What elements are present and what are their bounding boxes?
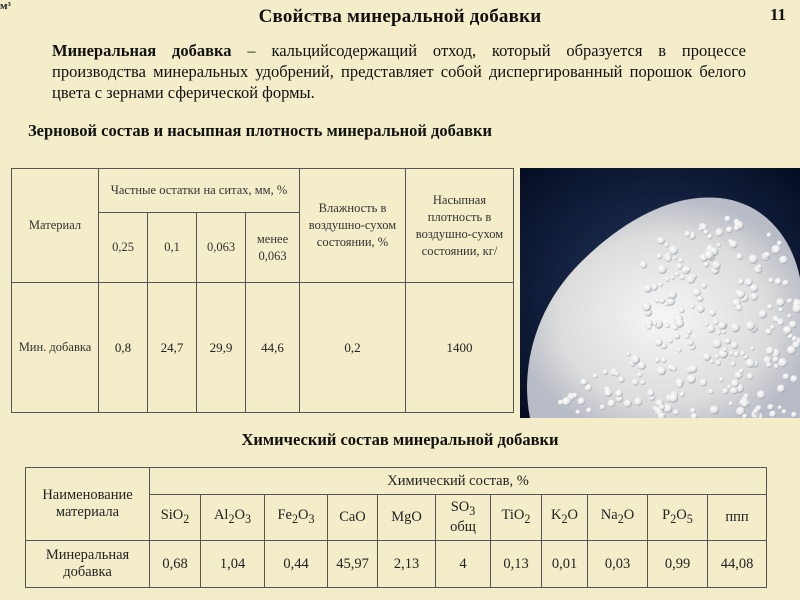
granule xyxy=(600,404,606,410)
corner-mark: м³ xyxy=(0,0,11,12)
granule xyxy=(687,374,696,383)
component-header xyxy=(542,495,588,541)
granule xyxy=(753,409,759,415)
granule xyxy=(653,321,657,325)
granule xyxy=(771,245,780,254)
granule xyxy=(713,319,719,325)
granules-image xyxy=(520,168,800,418)
component-header xyxy=(436,495,491,541)
granule xyxy=(716,243,721,248)
granule xyxy=(734,225,740,231)
component-header xyxy=(328,495,378,541)
granule xyxy=(670,275,675,280)
formula-part: 3 xyxy=(469,503,476,518)
component-header xyxy=(201,495,265,541)
granule xyxy=(776,298,785,307)
granule xyxy=(778,358,787,367)
chem-value: 4 xyxy=(436,541,491,588)
row-material: Мин. добавка xyxy=(12,283,99,413)
sieve-header: менее 0,063 xyxy=(246,213,300,283)
granule xyxy=(687,340,694,347)
granule xyxy=(704,250,714,260)
sieve-header: 0,1 xyxy=(148,213,197,283)
granule xyxy=(677,264,683,270)
formula-part: TiO xyxy=(501,507,525,524)
granule xyxy=(772,356,778,362)
granule xyxy=(745,278,753,286)
granule xyxy=(678,258,683,263)
chem-row-material: Минеральная добавка xyxy=(26,541,150,588)
formula-part: O xyxy=(623,507,635,524)
granule xyxy=(703,229,709,235)
granule xyxy=(638,361,646,369)
granule xyxy=(737,290,746,299)
chem-value: 0,44 xyxy=(265,541,328,588)
chem-value: 45,97 xyxy=(328,541,378,588)
formula-part: 5 xyxy=(686,511,693,526)
intro-paragraph xyxy=(52,40,746,103)
granule xyxy=(783,280,789,286)
granule xyxy=(735,304,742,311)
granule xyxy=(757,390,766,399)
granule xyxy=(750,293,758,301)
formula-part: 2 xyxy=(617,511,624,526)
granule xyxy=(642,302,651,311)
granule xyxy=(677,348,682,353)
granule xyxy=(750,346,754,350)
granule xyxy=(778,405,782,409)
granule xyxy=(690,408,696,414)
granule xyxy=(791,412,797,418)
chem-section-title: Химический состав минеральной добавки xyxy=(241,430,559,449)
granule xyxy=(647,389,655,397)
chem-composition-header: Химический состав, % xyxy=(150,468,767,495)
granule xyxy=(722,347,727,352)
formula-part: Fe xyxy=(277,507,292,524)
granule xyxy=(671,365,677,371)
granule xyxy=(730,361,736,367)
formula-part: 2 xyxy=(561,511,568,526)
chemical-composition-table xyxy=(25,467,767,588)
granule xyxy=(669,393,678,402)
density-value: 1400 xyxy=(406,283,514,413)
granule xyxy=(665,323,670,328)
granule xyxy=(779,256,787,264)
material-header: Материал xyxy=(12,169,99,283)
granule xyxy=(768,278,774,284)
page-number: 11 xyxy=(769,5,786,24)
granule xyxy=(703,353,711,361)
granule xyxy=(684,231,690,237)
chem-value: 0,13 xyxy=(491,541,542,588)
granule xyxy=(725,338,731,344)
granule xyxy=(715,228,723,236)
chem-value: 0,03 xyxy=(588,541,648,588)
residues-header: Частные остатки на ситах, мм, % xyxy=(99,169,300,213)
granule xyxy=(700,379,708,387)
granule xyxy=(787,314,792,319)
residue-value: 29,9 xyxy=(197,283,246,413)
granule xyxy=(792,341,800,349)
granule xyxy=(659,404,665,410)
granule xyxy=(726,226,733,233)
moisture-header: Влажность в воздушно-сухом состоянии, % xyxy=(300,169,406,283)
granule xyxy=(654,357,660,363)
granule xyxy=(750,284,758,292)
granule xyxy=(731,323,740,332)
formula-part: 2 xyxy=(670,511,677,526)
granule xyxy=(738,279,744,285)
granule xyxy=(731,379,739,387)
granule xyxy=(765,329,772,336)
granule xyxy=(733,351,739,357)
granule xyxy=(614,371,619,376)
formula-part: Al xyxy=(213,507,229,524)
granule xyxy=(769,411,776,418)
granule xyxy=(741,400,749,408)
granule xyxy=(712,261,721,270)
granule xyxy=(766,347,774,355)
formula-part: SO xyxy=(450,498,470,515)
granule xyxy=(708,389,714,395)
granule xyxy=(673,256,677,260)
granule xyxy=(792,336,798,342)
formula-part: CaO xyxy=(339,509,366,525)
formula-part: 2 xyxy=(183,511,190,526)
granule xyxy=(770,325,775,330)
granule xyxy=(640,261,647,268)
chem-value: 1,04 xyxy=(201,541,265,588)
granule xyxy=(790,375,798,383)
granules-photo xyxy=(520,168,800,418)
granule xyxy=(572,393,578,399)
sieve-header: 0,063 xyxy=(197,213,246,283)
granule xyxy=(767,404,773,410)
granule xyxy=(624,399,632,407)
granule xyxy=(659,297,665,303)
granule xyxy=(593,374,598,379)
granule xyxy=(697,305,705,313)
granule xyxy=(774,364,779,369)
moisture-value: 0,2 xyxy=(300,283,406,413)
granule xyxy=(709,359,714,364)
residue-value: 0,8 xyxy=(99,283,148,413)
granule xyxy=(729,401,734,406)
granule xyxy=(585,384,592,391)
granule xyxy=(679,308,685,314)
chem-value: 0,01 xyxy=(542,541,588,588)
granule xyxy=(710,405,719,414)
sieve-header: 0,25 xyxy=(99,213,148,283)
granule xyxy=(764,252,770,258)
granule xyxy=(674,333,680,339)
granule xyxy=(576,410,581,415)
granule xyxy=(669,246,678,255)
formula-part: O xyxy=(676,507,687,524)
granule xyxy=(719,377,724,382)
formula-part: общ xyxy=(450,519,476,536)
granule xyxy=(783,373,790,380)
component-header xyxy=(150,495,201,541)
granule xyxy=(736,253,743,260)
granule xyxy=(665,255,672,262)
granule xyxy=(634,398,642,406)
granule xyxy=(746,321,755,330)
intro-text: – кальцийсодержащий отход, который образуется в процессе производства минеральных удобрений, представляет собой диспергированный порошок белого цвета с зернами сферической формы. xyxy=(52,41,746,102)
chem-value: 0,68 xyxy=(150,541,201,588)
formula-part: 2 xyxy=(291,511,298,526)
granule xyxy=(716,331,721,336)
granule xyxy=(685,334,690,339)
granule xyxy=(665,302,669,306)
granule xyxy=(602,369,608,375)
granule xyxy=(646,324,651,329)
granule xyxy=(712,339,721,348)
granule xyxy=(730,387,738,395)
granule xyxy=(659,282,664,287)
formula-part: SiO xyxy=(160,507,184,524)
granule xyxy=(729,351,734,356)
grain-composition-table xyxy=(11,168,514,413)
granule xyxy=(778,307,783,312)
granule xyxy=(632,379,639,386)
granule xyxy=(689,365,697,373)
granule xyxy=(664,243,669,248)
formula-part: 3 xyxy=(308,511,315,526)
granule xyxy=(657,254,663,260)
granule xyxy=(718,322,726,330)
granule xyxy=(679,392,685,398)
granule xyxy=(707,325,715,333)
granule xyxy=(746,359,755,368)
granule xyxy=(767,233,772,238)
granule xyxy=(657,237,665,245)
granule xyxy=(657,366,666,375)
granule xyxy=(747,373,754,380)
granule xyxy=(675,319,684,328)
formula-part: ппп xyxy=(725,509,749,525)
formula-part: 3 xyxy=(244,511,252,526)
density-header: Насыпная плотность в воздушно-сухом состоянии, кг/ xyxy=(406,169,514,283)
granule xyxy=(722,388,728,394)
granule xyxy=(777,319,784,326)
component-header xyxy=(588,495,648,541)
granule xyxy=(658,265,667,274)
intro-term: Минеральная добавка xyxy=(52,41,232,60)
chem-value: 0,99 xyxy=(648,541,708,588)
formula-part: K xyxy=(550,507,562,524)
granule xyxy=(604,389,612,397)
formula-part: O xyxy=(567,507,578,524)
granule xyxy=(640,380,645,385)
granule xyxy=(626,352,631,357)
granule xyxy=(766,362,772,368)
granule xyxy=(615,390,623,398)
slide-title: Свойства минеральной добавки xyxy=(258,6,542,27)
granule xyxy=(580,378,587,385)
granule xyxy=(677,382,683,388)
granule xyxy=(686,267,691,272)
chem-name-header: Наименование материала xyxy=(26,468,150,541)
formula-part: MgO xyxy=(391,509,422,525)
granule xyxy=(675,272,680,277)
granule xyxy=(709,310,716,317)
residue-value: 44,6 xyxy=(246,283,300,413)
granule xyxy=(739,369,744,374)
granule xyxy=(701,283,707,289)
granule xyxy=(578,398,586,406)
granule xyxy=(654,338,662,346)
granule xyxy=(757,264,762,269)
granule xyxy=(787,298,792,303)
granule xyxy=(586,408,592,414)
formula-part: O xyxy=(298,507,309,524)
granule xyxy=(643,284,652,293)
formula-part: Na xyxy=(600,507,618,524)
granule xyxy=(668,291,677,300)
granule xyxy=(637,372,643,378)
component-header xyxy=(648,495,708,541)
granule xyxy=(729,240,737,248)
chem-value: 2,13 xyxy=(378,541,436,588)
granule xyxy=(680,275,685,280)
grain-section-title: Зерновой состав и насыпная плотность минеральной добавки xyxy=(27,121,493,140)
granule xyxy=(703,261,709,267)
granule xyxy=(758,310,767,319)
chem-value: 44,08 xyxy=(708,541,767,588)
formula-part: O xyxy=(234,507,245,524)
granule xyxy=(690,304,695,309)
granule xyxy=(663,404,672,413)
granule xyxy=(631,355,640,364)
granule xyxy=(562,397,571,406)
granule xyxy=(661,357,667,363)
granule xyxy=(707,234,713,240)
granule xyxy=(608,400,616,408)
component-header xyxy=(265,495,328,541)
granule xyxy=(722,329,727,334)
granule xyxy=(686,275,695,284)
granule xyxy=(783,326,792,335)
granule xyxy=(782,409,787,414)
granule xyxy=(740,351,745,356)
granule xyxy=(697,295,704,302)
granule xyxy=(668,338,673,343)
formula-part: P xyxy=(662,507,671,524)
component-header xyxy=(491,495,542,541)
granule xyxy=(731,342,738,349)
residue-value: 24,7 xyxy=(148,283,197,413)
formula-part: 2 xyxy=(228,511,235,526)
formula-part: 2 xyxy=(524,511,531,526)
granule xyxy=(777,385,785,393)
granule xyxy=(665,277,670,282)
granule xyxy=(673,409,679,415)
granule xyxy=(715,354,719,358)
granule xyxy=(749,255,758,264)
granule xyxy=(715,360,721,366)
granule xyxy=(767,304,773,310)
granule xyxy=(618,376,625,383)
component-header xyxy=(708,495,767,541)
granule xyxy=(775,278,782,285)
granule xyxy=(725,216,731,222)
component-header xyxy=(378,495,436,541)
